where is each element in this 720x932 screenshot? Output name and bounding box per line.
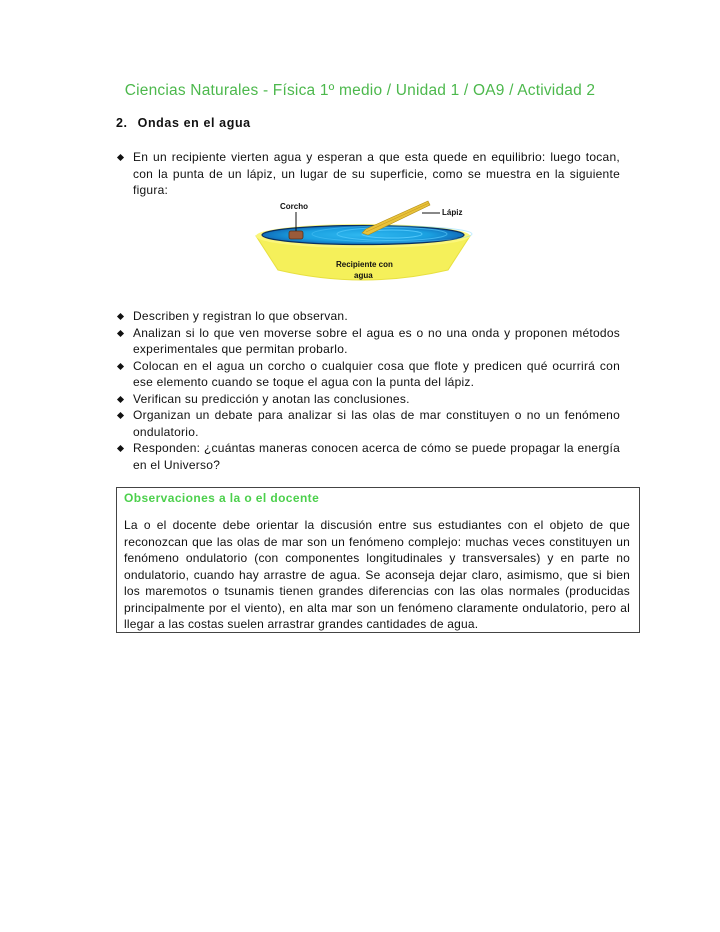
list-item: Analizan si lo que ven moverse sobre el agua es o no una onda y proponen métodos experimentales que permitan probarlo. [116,325,620,358]
cork-label: Corcho [280,202,308,211]
pencil-label: Lápiz [442,208,463,217]
page-header-breadcrumb: Ciencias Naturales - Física 1º medio / Unidad 1 / OA9 / Actividad 2 [124,82,596,99]
section-number: 2. [116,116,128,130]
instructions-list-bottom [116,308,620,473]
list-item: Verifican su predicción y anotan las conclusiones. [116,391,620,408]
bowl-water-figure [252,198,474,288]
section-title-text: Ondas en el agua [137,116,251,130]
list-item: Colocan en el agua un corcho o cualquier cosa que flote y predicen qué ocurrirá con ese elemento cuando se toque el agua con la punta del lápiz. [116,358,620,391]
observations-title: Observaciones a la o el docente [124,491,320,505]
list-item: En un recipiente vierten agua y esperan a que esta quede en equilibrio: luego tocan, con la punta de un lápiz, un lugar de su superficie, como se muestra en la siguiente figura: [116,149,620,199]
list-item: Describen y registran lo que observan. [116,308,620,325]
instructions-list-top [116,149,620,199]
teacher-observations-box [116,487,640,633]
section-title [116,116,251,130]
observations-text: La o el docente debe orientar la discusión entre sus estudiantes con el objeto de que reconozcan que las olas de mar son un fenómeno complejo: muchas veces constituyen un fenómeno ondulatorio (con componentes longitudinales y transversales) y en parte no ondulatorio, cuando hay arrastre de agua. Se aconseja dejar claro, asimismo, que si bien los maremotos o tsunamis tienen grandes diferencias con las olas normales (producidas principalmente por el viento), en alta mar son un fenómeno claramente ondulatorio, pero al llegar a las costas suelen arrastrar grandes cantidades de agua. [124,518,630,631]
container-label-line1: Recipiente con [336,260,393,269]
list-item: Organizan un debate para analizar si las olas de mar constituyen o no un fenómeno ondulatorio. [116,407,620,440]
list-item: Responden: ¿cuántas maneras conocen acerca de cómo se puede propagar la energía en el Universo? [116,440,620,473]
container-label-line2: agua [354,271,373,280]
